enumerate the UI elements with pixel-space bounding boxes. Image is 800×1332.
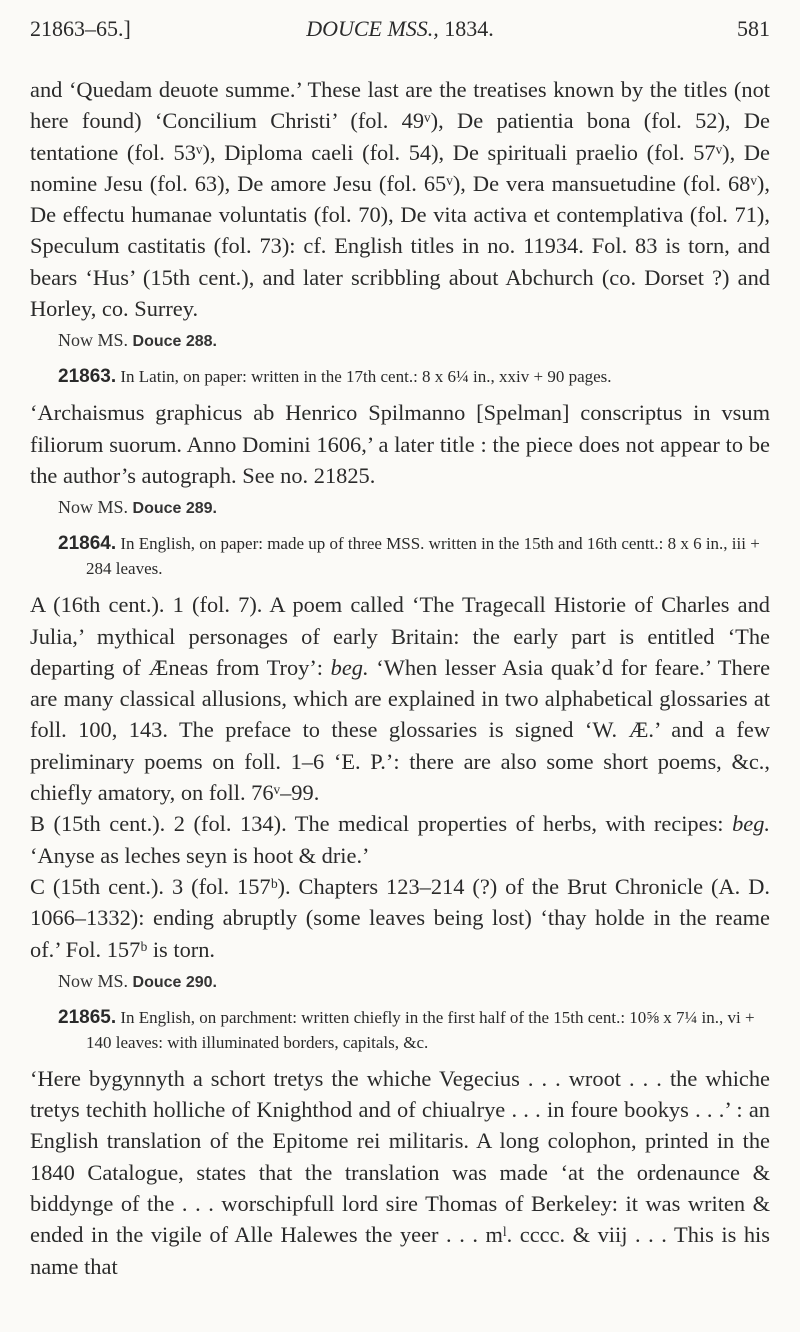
entry-21863-text: ‘Archaismus graphicus ab Henrico Spilmanno [Spelman] conscriptus in vsum filiorum suorum. Anno Domini 1606,’ a later title : the piece does not appear to be the author’s autograph. See no. 21825. (30, 400, 770, 488)
header-title-italic: DOUCE MSS., (306, 16, 439, 41)
entry-21864-part-a (30, 589, 770, 808)
entry-number: 21864. (58, 533, 117, 555)
entry-description: In Latin, on paper: written in the 17th cent.: 8 x 6¼ in., xxiv + 90 pages. (120, 367, 612, 387)
shelfmark-prefix: Now MS. (58, 330, 129, 351)
shelfmark-ref: Douce 290. (132, 973, 217, 991)
part-b-text-cont: ‘Anyse as leches seyn is hoot & drie.’ (30, 842, 370, 868)
shelfmark-ref: Douce 289. (132, 500, 217, 518)
shelfmark-288 (58, 326, 770, 356)
header-range: 21863–65.] (30, 16, 131, 41)
entry-21865-header (30, 1005, 770, 1055)
entry-21864-header (30, 531, 770, 581)
entry-description: In English, on paper: made up of three MSS. written in the 15th and 16th centt.: 8 x 6 in., iii + 284 leaves. (86, 534, 760, 579)
page-number: 581 (737, 16, 770, 41)
entry-number: 21865. (58, 1006, 117, 1028)
entry-21864-part-b (30, 808, 770, 871)
part-b-text: B (15th cent.). 2 (fol. 134). The medical properties of herbs, with recipes: (30, 811, 733, 837)
part-a-text: A (16th cent.). 1 (fol. 7). A poem called ‘The Tragecall Historie of Charles and Julia,’ mythical personages of early Britain: the early part is entitled ‘The departing of Æneas from Troy’: (30, 592, 770, 680)
entry-description: In English, on parchment: written chiefly in the first half of the 15th cent.: 10⅝ x 7¼ in., vi + 140 leaves: with illuminated borders, capitals, &c. (86, 1007, 755, 1052)
part-a-text-cont: ‘When lesser Asia quak’d for feare.’ There are many classical allusions, which are explained in two alphabetical glossaries at foll. 100, 143. The preface to these glossaries is signed ‘W. Æ.’ and a few preliminary poems on foll. 1–6 ‘E. P.’: there are also some short poems, &c., chiefly amatory, on foll. 76ᵛ–99. (30, 654, 771, 806)
shelfmark-289 (58, 493, 770, 523)
shelfmark-prefix: Now MS. (58, 970, 129, 991)
entry-number: 21863. (58, 366, 117, 388)
shelfmark-290 (58, 967, 770, 997)
entry-21865-text: ‘Here bygynnyth a schort tretys the whiche Vegecius . . . wroot . . . the whiche tretys techith holliche of Knighthod and of chiualrye . . . in foure bookys . . .’ : an English translation of the Epitome rei militaris. A long colophon, printed in the 1840 Catalogue, states that the translation was made ‘at the ordenaunce & biddynge of the . . . worschipfull lord sire Thomas of Berkeley: it was writen & ended in the vigile of Alle Halewes the yeer . . . mˡ. cccc. & viij . . . This is his name that (30, 1065, 770, 1279)
running-header (30, 16, 770, 56)
entry-21864-part-c: C (15th cent.). 3 (fol. 157ᵇ). Chapters 123–214 (?) of the Brut Chronicle (A. D. 1066–1332): ending abruptly (some leaves being lost) ‘thay holde in the reame of.’ Fol. 157ᵇ is torn. (30, 873, 770, 962)
header-year: 1834. (438, 16, 494, 41)
paragraph-continuation: and ‘Quedam deuote summe.’ These last are the treatises known by the titles (not here found) ‘Concilium Christi’ (fol. 49ᵛ), De patientia bona (fol. 52), De tentatione (fol. 53ᵛ), Diploma caeli (fol. 54), De spirituali praelio (fol. 57ᵛ), De nomine Jesu (fol. 63), De amore Jesu (fol. 65ᵛ), De vera mansuetudine (fol. 68ᵛ), De effectu humanae voluntatis (fol. 70), De vita activa et contemplativa (fol. 71), Speculum castitatis (fol. 73): cf. English titles in no. 11934. Fol. 83 is torn, and bears ‘Hus’ (15th cent.), and later scribbling about Abchurch (co. Dorset ?) and Horley, co. Surrey. (30, 77, 770, 322)
page-body (30, 74, 770, 1282)
beg-italic: beg. (732, 811, 770, 837)
entry-21863-header (30, 364, 770, 389)
beg-italic: beg. (330, 654, 369, 680)
header-title (30, 16, 770, 42)
shelfmark-ref: Douce 288. (132, 333, 217, 351)
shelfmark-prefix: Now MS. (58, 497, 129, 518)
